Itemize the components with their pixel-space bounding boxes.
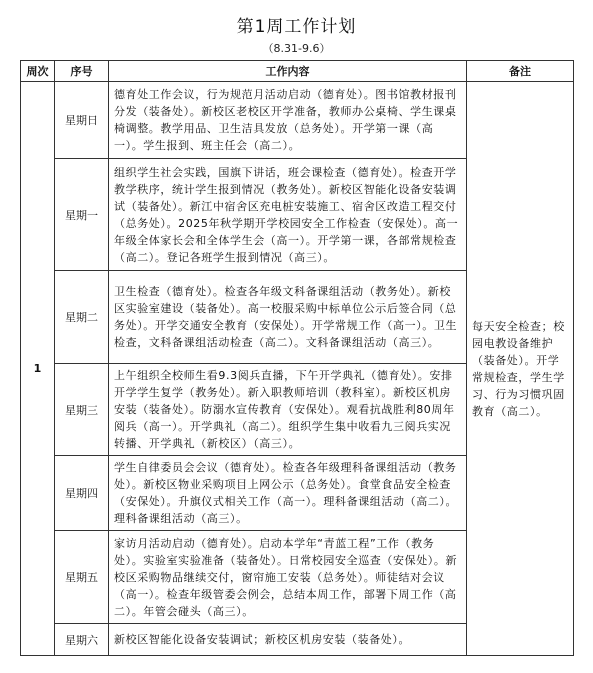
day-content: 卫生检查（德育处）。检查各年级文科备课组活动（教务处）。新校区实验室建设（装备处）。高一校服采购中标单位公示后签合同（总务处）。开学交通安全教育（安保处）。开学常规工作（高一）。卫生检查，文科备课组活动检查（高二）。文科备课组活动（高三）。 <box>109 271 467 364</box>
day-content: 家访月活动启动（德育处）。启动本学年“青蓝工程”工作（教务处）。实验室实验准备（装备处）。日常校园安全巡查（安保处）。新校区采购物品继续交付，窗帘施工安装（总务处）。师徒结对会议（高一）。检查年级管委会例会，总结本周工作，部署下周工作（高二）。年管会碰头（高三）。 <box>109 531 467 624</box>
day-label: 星期五 <box>55 531 109 624</box>
header-week: 周次 <box>21 61 55 82</box>
day-content: 上午组织全校师生看9.3阅兵直播，下午开学典礼（德育处）。安排开学学生复学（教务处）。新入职教师培训（教科室）。新校区机房安装（装备处）。防溺水宣传教育（安保处）。观看抗战胜利80周年阅兵（高一）。开学典礼（高二）。组织学生集中收看九三阅兵实况转播、开学典礼（新校区）（高三）。 <box>109 364 467 456</box>
week-number: 1 <box>21 82 55 656</box>
day-label: 星期六 <box>55 624 109 656</box>
day-label: 星期四 <box>55 456 109 531</box>
day-content: 新校区智能化设备安装调试；新校区机房安装（装备处）。 <box>109 624 467 656</box>
day-content: 组织学生社会实践，国旗下讲话，班会课检查（德育处）。检查开学教学秩序，统计学生报到情况（教务处）。新校区智能化设备安装调试（装备处）。新江中宿舍区充电桩安装施工、宿舍区改造工程交付（总务处）。2025年秋学期开学校园安全工作检查（安保处）。高一年级全体家长会和全体学生会（高一）。开学第一课，各部常规检查（高二）。登记各班学生报到情况（高三）。 <box>109 159 467 271</box>
remark-cell: 每天安全检查；校园电教设备维护（装备处）。开学常规检查，学生学习、行为习惯巩固教育（高二）。 <box>467 82 574 656</box>
date-range: （8.31-9.6） <box>262 42 331 55</box>
header-remark: 备注 <box>467 61 574 82</box>
header-seq: 序号 <box>55 61 109 82</box>
day-label: 星期三 <box>55 364 109 456</box>
day-label: 星期日 <box>55 82 109 159</box>
day-content: 学生自律委员会会议（德育处）。检查各年级理科备课组活动（教务处）。新校区物业采购项目上网公示（总务处）。食堂食品安全检查（安保处）。升旗仪式相关工作（高一）。理科备课组活动（高二）。理科备课组活动（高三）。 <box>109 456 467 531</box>
document-title: 第1周工作计划 <box>236 17 357 37</box>
table-header-row <box>21 61 574 82</box>
work-plan-table <box>20 60 574 656</box>
day-label: 星期一 <box>55 159 109 271</box>
day-content: 德育处工作会议，行为规范月活动启动（德育处）。图书馆教材报刊分发（装备处）。新校区老校区开学准备，教师办公桌椅、学生课桌椅调整。教学用品、卫生洁具发放（总务处）。开学第一课（高一）。学生报到、班主任会（高二）。 <box>109 82 467 159</box>
header-content: 工作内容 <box>109 61 467 82</box>
day-label: 星期二 <box>55 271 109 364</box>
table-row <box>21 82 574 159</box>
